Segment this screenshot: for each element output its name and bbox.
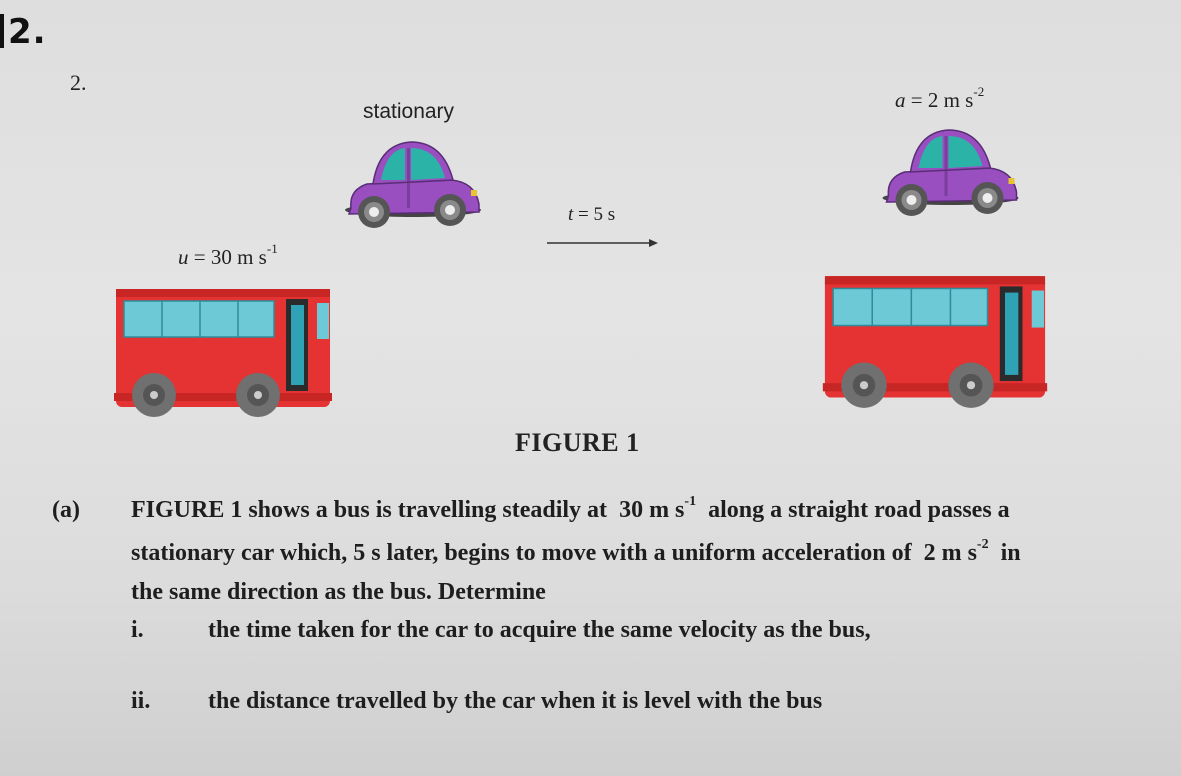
part-label: (a) bbox=[52, 497, 80, 523]
bus-left bbox=[112, 285, 334, 423]
item-i-text: the time taken for the car to acquire the same velocity as the bus, bbox=[208, 617, 871, 643]
bus-right bbox=[818, 272, 1052, 414]
car-accelerating bbox=[878, 126, 1023, 222]
car-stationary bbox=[343, 138, 483, 234]
car-stationary-label: stationary bbox=[363, 100, 455, 123]
question-number: 2. bbox=[70, 70, 87, 95]
question-line-2: stationary car which, 5 s later, begins to move with a uniform acceleration of 2 m $s^{-2}$ in bbox=[131, 537, 1021, 566]
question-line-1: FIGURE 1 shows a bus is travelling steadily at 30 m $s^{-1}$ along a straight road passes a bbox=[131, 494, 1010, 523]
item-i-marker: i. bbox=[131, 617, 144, 643]
item-ii-text: the distance travelled by the car when it is level with the bus bbox=[208, 688, 823, 714]
item-ii-marker: ii. bbox=[131, 688, 151, 714]
bus-velocity-label: u = 30 m $s^{-1}$ bbox=[178, 241, 278, 269]
car-acceleration-label: a = 2 m $s^{-2}$ bbox=[895, 84, 985, 112]
question-line-3: the same direction as the bus. Determine bbox=[131, 579, 546, 605]
time-arrow bbox=[545, 236, 660, 250]
question-big-number: 2. bbox=[8, 12, 47, 52]
time-interval-label: t = 5 s bbox=[568, 204, 616, 225]
figure-caption: FIGURE 1 bbox=[515, 428, 640, 457]
question-margin-bar bbox=[0, 14, 4, 48]
